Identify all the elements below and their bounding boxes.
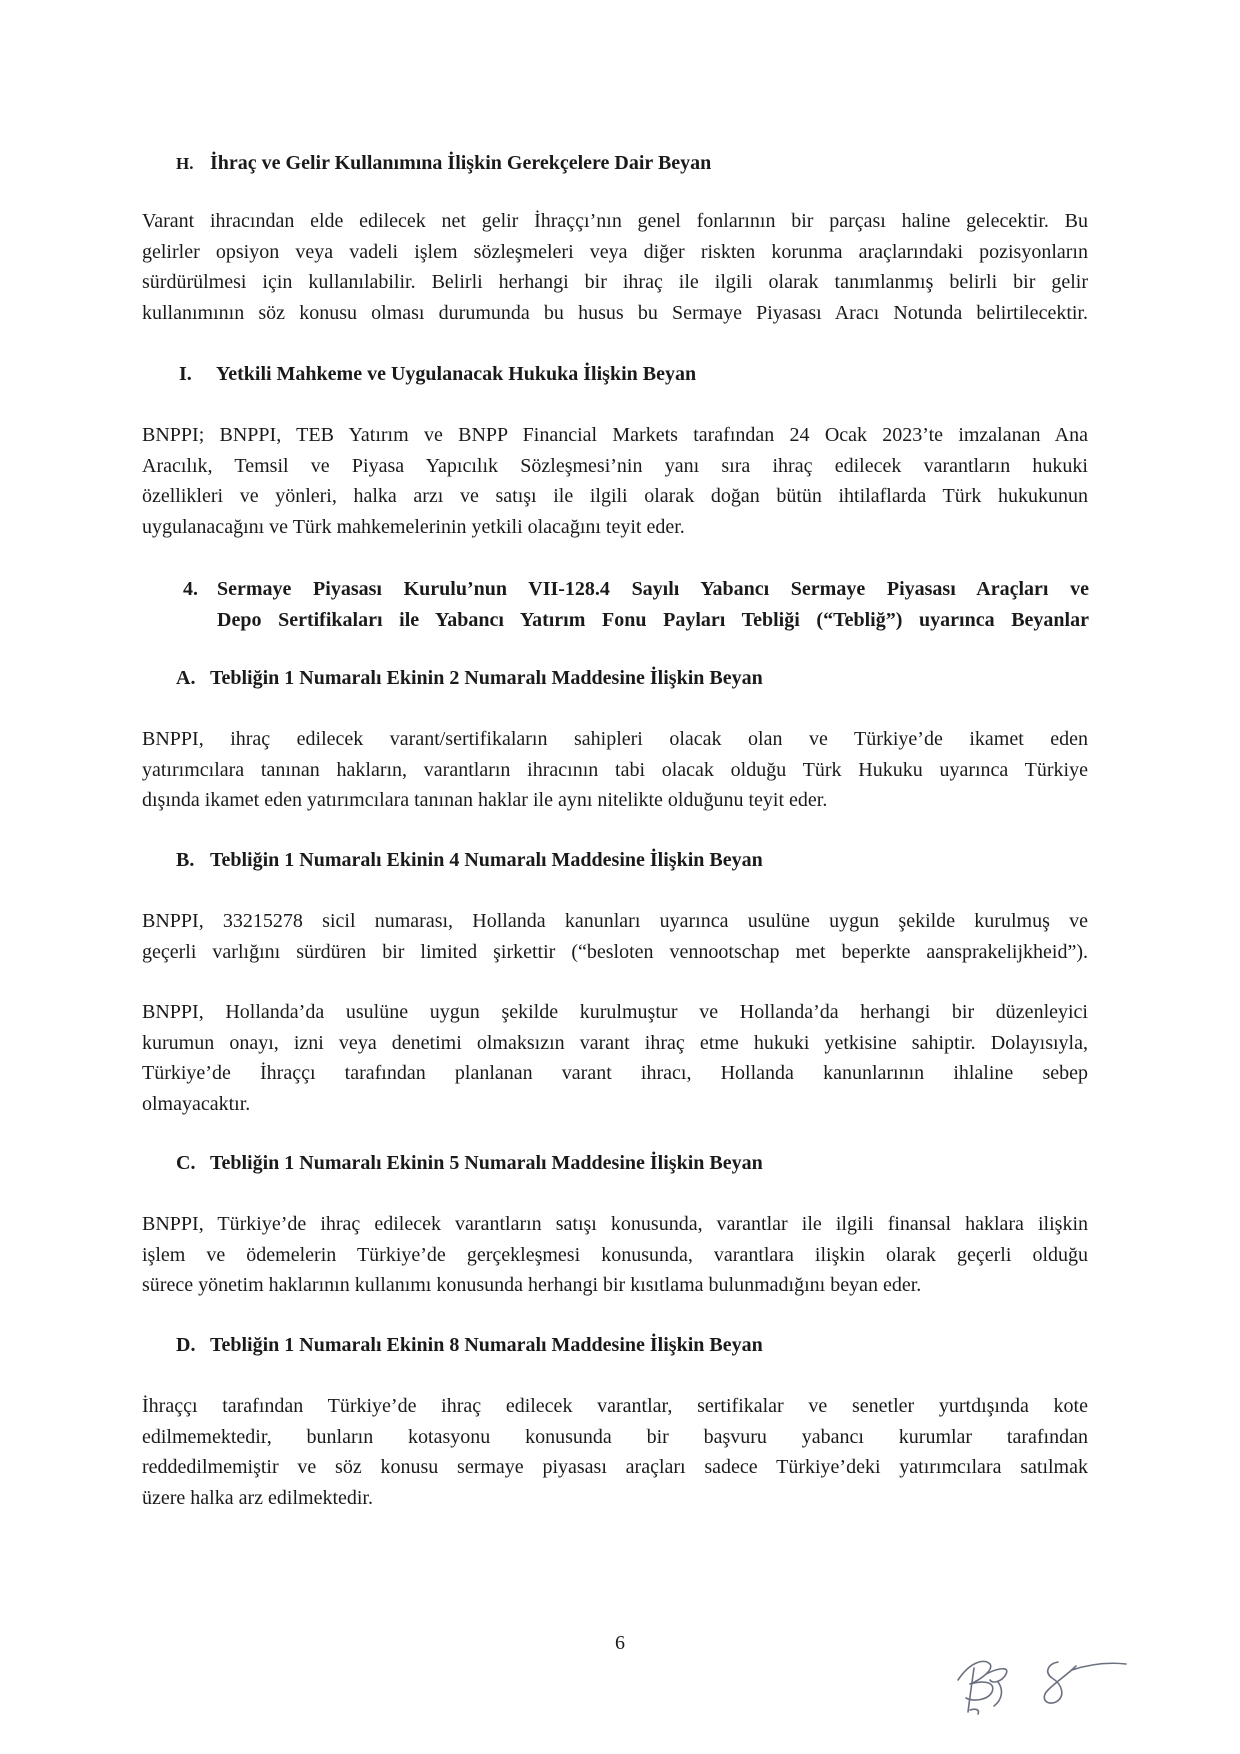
paragraph-line: reddedilmemiştir ve söz konusu sermaye piyasası araçları sadece Türkiye’deki yatırımcılara satılmak [142,1456,1088,1478]
section-d-heading [176,1332,763,1358]
paragraph-line: edilmemektedir, bunların kotasyonu konusunda bir başvuru yabancı kurumlar tarafından [142,1425,1088,1448]
paragraph-line: BNPPI, ihraç edilecek varant/sertifikaların sahipleri olacak olan ve Türkiye’de ikamet eden [142,728,1088,750]
section-d-letter: D. [176,1334,196,1356]
section-b-letter: B. [176,849,195,871]
paragraph-line: kurumun onayı, izni veya denetimi olmaksızın varant ihraç etme hukuki yetkisine sahiptir. Dolayısıyla, [142,1031,1088,1054]
section-i-paragraph [142,420,1088,542]
section-4-title-line: Depo Sertifikaları ile Yabancı Yatırım Fonu Payları Tebliği (“Tebliğ”) uyarınca Beyanlar [217,609,1089,631]
section-b-title: Tebliğin 1 Numaralı Ekinin 4 Numaralı Maddesine İlişkin Beyan [210,849,763,871]
paragraph-line: uygulanacağını ve Türk mahkemelerinin yetkili olacağını teyit eder. [142,515,685,538]
section-a-title: Tebliğin 1 Numaralı Ekinin 2 Numaralı Maddesine İlişkin Beyan [210,667,763,689]
paragraph-line: üzere halka arz edilmektedir. [142,1486,373,1509]
section-c-heading [176,1150,763,1176]
paragraph-line: BNPPI; BNPPI, TEB Yatırım ve BNPP Financial Markets tarafından 24 Ocak 2023’te imzalanan Ana [142,424,1088,446]
section-h-heading [176,150,711,177]
paragraph-line: özellikleri ve yönleri, halka arzı ve satışı ile ilgili olarak doğan bütün ihtilaflarda Türk hukukunun [142,485,1088,507]
paragraph-line: İhraççı tarafından Türkiye’de ihraç edilecek varantlar, sertifikalar ve senetler yurtdışında kote [142,1395,1088,1417]
paragraph-line: işlem ve ödemelerin Türkiye’de gerçekleşmesi konusunda, varantlara ilişkin olarak geçerli olduğu [142,1243,1088,1266]
section-i-letter: I. [179,363,192,385]
section-4-number: 4. [183,578,198,600]
section-d-paragraph [142,1391,1088,1513]
paragraph-line: yatırımcılara tanınan hakların, varantların ihracının tabi olacak olduğu Türk Hukuku uyarınca Türkiye [142,758,1088,781]
section-c-paragraph [142,1209,1088,1301]
section-c-letter: C. [176,1152,196,1174]
section-d-title: Tebliğin 1 Numaralı Ekinin 8 Numaralı Maddesine İlişkin Beyan [210,1334,763,1356]
paragraph-line: BNPPI, 33215278 sicil numarası, Hollanda kanunları uyarınca usulüne uygun şekilde kurulmuş ve [142,910,1088,932]
paragraph-line: sürdürülmesi için kullanılabilir. Belirli herhangi bir ihraç ile ilgili olarak tanımlanmış belirli bir gelir [142,271,1088,293]
paragraph-line: geçerli varlığını sürdüren bir limited şirkettir (“besloten vennootschap met beperkte aansprakelijkheid”). [142,940,1088,963]
paragraph-line: Türkiye’de İhraççı tarafından planlanan varant ihracı, Hollanda kanunlarının ihlaline sebep [142,1062,1088,1084]
paragraph-line: dışında ikamet eden yatırımcılara tanınan haklar ile aynı nitelikte olduğunu teyit eder. [142,789,828,811]
section-b-paragraph-2 [142,997,1088,1119]
paragraph-line: Varant ihracından elde edilecek net gelir İhraççı’nın genel fonlarının bir parçası haline gelecektir. Bu [142,210,1088,232]
section-i-title: Yetkili Mahkeme ve Uygulanacak Hukuka İlişkin Beyan [216,363,697,385]
section-a-letter: A. [176,667,196,689]
section-4-heading [183,574,1089,636]
section-b-heading [176,847,763,873]
paragraph-line: sürece yönetim haklarının kullanımı konusunda herhangi bir kısıtlama bulunmadığını beyan eder. [142,1274,922,1296]
section-h-paragraph [142,206,1088,328]
section-h-title: İhraç ve Gelir Kullanımına İlişkin Gerekçelere Dair Beyan [210,152,712,174]
paragraph-line: olmayacaktır. [142,1092,251,1115]
section-i-heading [179,361,696,387]
section-a-heading [176,665,763,691]
paragraph-line: kullanımının söz konusu olması durumunda bu husus bu Sermaye Piyasası Aracı Notunda belirtilecektir. [142,301,1088,324]
paragraph-line: gelirler opsiyon veya vadeli işlem sözleşmeleri veya diğer riskten korunma araçlarındaki pozisyonların [142,240,1088,263]
page-number: 6 [615,1632,625,1654]
paragraph-line: Aracılık, Temsil ve Piyasa Yapıcılık Sözleşmesi’nin yanı sıra ihraç edilecek varantların hukuki [142,454,1088,477]
section-a-paragraph [142,724,1088,816]
section-b-paragraph-1 [142,906,1088,967]
section-4-title-line: Sermaye Piyasası Kurulu’nun VII-128.4 Sayılı Yabancı Sermaye Piyasası Araçları ve [217,578,1089,600]
paragraph-line: BNPPI, Türkiye’de ihraç edilecek varantların satışı konusunda, varantlar ile ilgili finansal haklara ilişkin [142,1213,1088,1235]
section-c-title: Tebliğin 1 Numaralı Ekinin 5 Numaralı Maddesine İlişkin Beyan [210,1152,763,1174]
paragraph-line: BNPPI, Hollanda’da usulüne uygun şekilde kurulmuştur ve Hollanda’da herhangi bir düzenleyici [142,1001,1088,1023]
section-h-letter: H. [176,154,194,173]
handwritten-initials-icon [940,1640,1140,1730]
